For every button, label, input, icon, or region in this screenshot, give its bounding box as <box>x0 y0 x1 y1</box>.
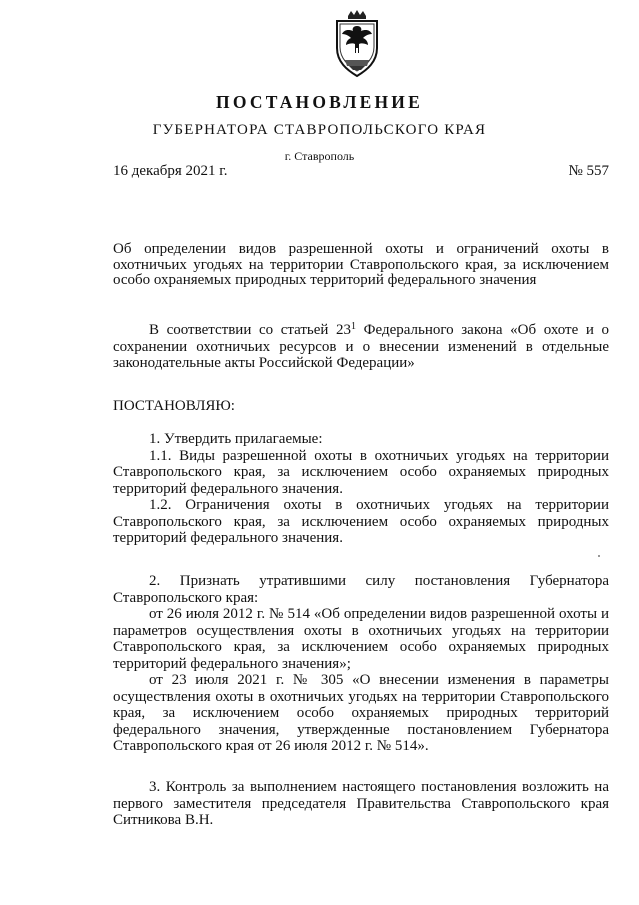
item-1 <box>113 431 609 547</box>
resolve-text: ПОСТАНОВЛЯЮ: <box>113 398 235 414</box>
resolve-heading <box>113 398 609 415</box>
document-heading <box>113 242 609 289</box>
document-city: г. Ставрополь <box>284 149 355 163</box>
item-1-1: 1.1. Виды разрешенной охоты в охотничьих угодьях на территории Ставропольского края, за исключением особо охраняемых природных территорий федерального значения. <box>113 447 609 497</box>
item-3-text: 3. Контроль за выполнением настоящего постановления возложить на первого заместителя председателя Правительства Ставропольского края Ситникова В.Н. <box>113 779 609 828</box>
item-1-lead: 1. Утвердить прилагаемые: <box>149 431 323 447</box>
item-1-2: 1.2. Ограничения охоты в охотничьих угодьях на территории Ставропольского края, за исключением особо охраняемых природных территорий федерального значения. <box>113 497 609 546</box>
document-title: ПОСТАНОВЛЕНИЕ <box>216 92 423 112</box>
coat-of-arms-icon <box>331 10 383 78</box>
preamble-paragraph <box>113 322 609 372</box>
preamble-text-after: Федерального закона «Об охоте и о сохранении охотничьих ресурсов и о внесении изменений в отдельные законодательные акты Российской Федерации» <box>113 322 609 371</box>
preamble-superscript: 1 <box>351 321 357 332</box>
document-authority: ГУБЕРНАТОРА СТАВРОПОЛЬСКОГО КРАЯ <box>152 122 487 138</box>
preamble-text-before: В соответствии со статьей 23 <box>149 322 352 338</box>
heading-text: Об определении видов разрешенной охоты и ограничений охоты в охотничьих угодьях на территории Ставропольского края, за исключением особо охраняемых природных территорий федерального значения <box>113 241 609 288</box>
item-2-a: от 26 июля 2012 г. № 514 «Об определении видов разрешенной охоты и параметров осуществления охоты в охотничьих угодьях на территории Ставропольского края, за исключением особо охраняемых природных территорий федерального значения»; <box>113 606 609 672</box>
scan-speck <box>598 555 600 557</box>
item-3 <box>113 779 609 829</box>
document-number: № 557 <box>568 163 609 179</box>
preamble <box>113 322 609 372</box>
item-2 <box>113 573 609 755</box>
document-date: 16 декабря 2021 г. <box>113 163 228 179</box>
item-2-b: от 23 июля 2021 г. № 305 «О внесении изменения в параметры осуществления охоты в охотничьих угодьях на территории Ставропольского края, за исключением особо охраняемых природных территорий федерального значения, утвержденные постановлением Губернатора Ставропольского края от 26 июля 2012 г. № 514». <box>113 672 609 754</box>
item-2-lead: 2. Признать утратившими силу постановления Губернатора Ставропольского края: <box>113 573 609 606</box>
